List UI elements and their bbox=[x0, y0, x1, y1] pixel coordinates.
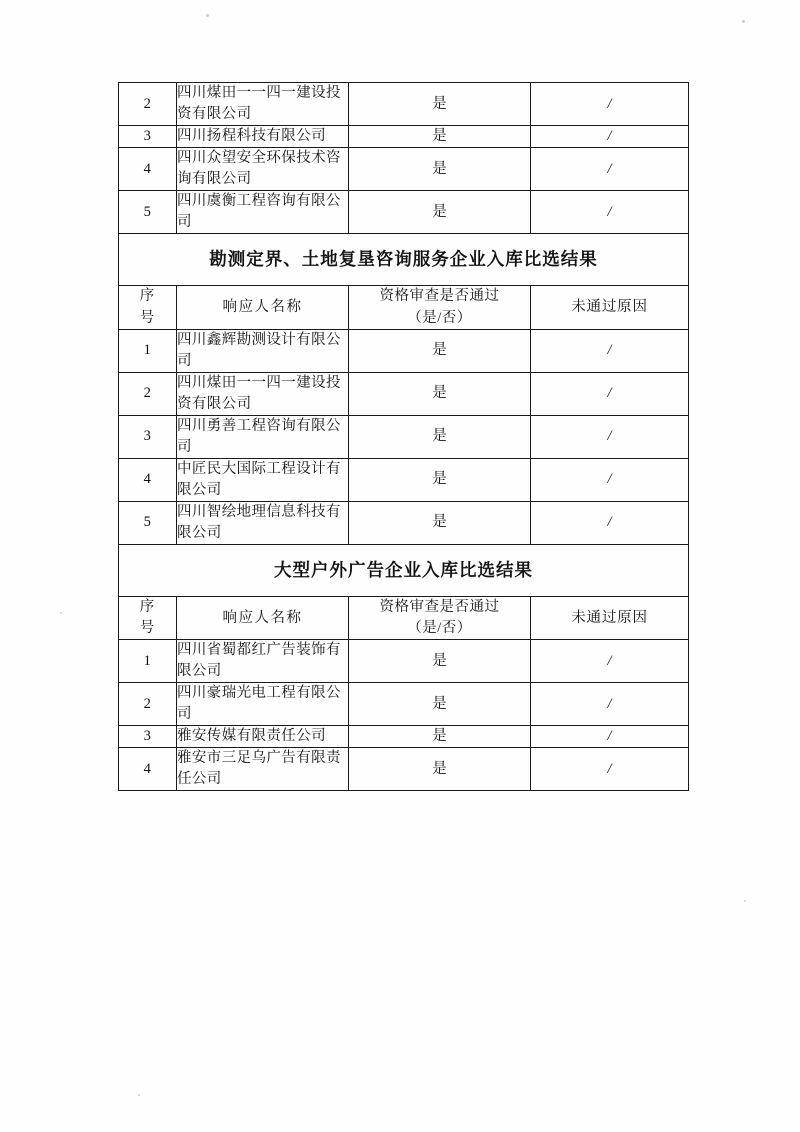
row-number: 4 bbox=[119, 748, 177, 791]
column-header-reason: 未通过原因 bbox=[531, 597, 689, 640]
column-header-reason: 未通过原因 bbox=[531, 286, 689, 329]
table-row bbox=[119, 501, 689, 544]
respondent-name: 雅安市三足乌广告有限责任公司 bbox=[177, 748, 349, 791]
failure-reason: / bbox=[531, 458, 689, 501]
scan-speck bbox=[742, 20, 745, 23]
failure-reason: / bbox=[531, 83, 689, 126]
qualification-pass: 是 bbox=[349, 83, 531, 126]
qualification-pass: 是 bbox=[349, 501, 531, 544]
respondent-name: 四川虞衡工程咨询有限公司 bbox=[177, 191, 349, 234]
qualification-pass: 是 bbox=[349, 748, 531, 791]
row-number: 2 bbox=[119, 372, 177, 415]
row-number: 1 bbox=[119, 329, 177, 372]
column-header-pass: 资格审查是否通过 （是/否） bbox=[349, 286, 531, 329]
failure-reason: / bbox=[531, 329, 689, 372]
table-row bbox=[119, 329, 689, 372]
failure-reason: / bbox=[531, 640, 689, 683]
section-title: 勘测定界、土地复垦咨询服务企业入库比选结果 bbox=[119, 234, 689, 286]
results-table bbox=[118, 82, 689, 791]
failure-reason: / bbox=[531, 748, 689, 791]
row-number: 3 bbox=[119, 126, 177, 148]
table-row bbox=[119, 372, 689, 415]
failure-reason: / bbox=[531, 372, 689, 415]
respondent-name: 四川众望安全环保技术咨询有限公司 bbox=[177, 148, 349, 191]
row-number: 4 bbox=[119, 458, 177, 501]
row-number: 2 bbox=[119, 83, 177, 126]
qualification-pass: 是 bbox=[349, 329, 531, 372]
row-number: 2 bbox=[119, 683, 177, 726]
qualification-pass: 是 bbox=[349, 640, 531, 683]
scan-speck bbox=[138, 1094, 140, 1096]
row-number: 5 bbox=[119, 191, 177, 234]
table-header-row bbox=[119, 286, 689, 329]
section-title-row bbox=[119, 234, 689, 286]
respondent-name: 四川鑫辉勘测设计有限公司 bbox=[177, 329, 349, 372]
table-row bbox=[119, 415, 689, 458]
qualification-pass: 是 bbox=[349, 458, 531, 501]
respondent-name: 四川煤田一一四一建设投资有限公司 bbox=[177, 372, 349, 415]
qualification-pass: 是 bbox=[349, 726, 531, 748]
failure-reason: / bbox=[531, 415, 689, 458]
qualification-pass: 是 bbox=[349, 126, 531, 148]
table-row bbox=[119, 726, 689, 748]
scan-speck bbox=[60, 612, 62, 614]
table-row bbox=[119, 126, 689, 148]
respondent-name: 四川煤田一一四一建设投资有限公司 bbox=[177, 83, 349, 126]
respondent-name: 四川豪瑞光电工程有限公司 bbox=[177, 683, 349, 726]
column-header-pass: 资格审查是否通过 （是/否） bbox=[349, 597, 531, 640]
row-number: 4 bbox=[119, 148, 177, 191]
respondent-name: 中匠民大国际工程设计有限公司 bbox=[177, 458, 349, 501]
qualification-pass: 是 bbox=[349, 683, 531, 726]
qualification-pass: 是 bbox=[349, 415, 531, 458]
qualification-pass: 是 bbox=[349, 148, 531, 191]
failure-reason: / bbox=[531, 501, 689, 544]
section-title: 大型户外广告企业入库比选结果 bbox=[119, 544, 689, 596]
column-header-name: 响应人名称 bbox=[177, 286, 349, 329]
column-header-name: 响应人名称 bbox=[177, 597, 349, 640]
table-row bbox=[119, 191, 689, 234]
failure-reason: / bbox=[531, 126, 689, 148]
row-number: 5 bbox=[119, 501, 177, 544]
column-header-number: 序 号 bbox=[119, 597, 177, 640]
failure-reason: / bbox=[531, 726, 689, 748]
row-number: 3 bbox=[119, 415, 177, 458]
respondent-name: 四川智绘地理信息科技有限公司 bbox=[177, 501, 349, 544]
table-row bbox=[119, 748, 689, 791]
failure-reason: / bbox=[531, 683, 689, 726]
scan-speck bbox=[744, 900, 746, 902]
table-row bbox=[119, 458, 689, 501]
respondent-name: 四川扬程科技有限公司 bbox=[177, 126, 349, 148]
respondent-name: 四川勇善工程咨询有限公司 bbox=[177, 415, 349, 458]
table-row bbox=[119, 83, 689, 126]
respondent-name: 四川省蜀都红广告装饰有限公司 bbox=[177, 640, 349, 683]
qualification-pass: 是 bbox=[349, 372, 531, 415]
row-number: 1 bbox=[119, 640, 177, 683]
section-title-row bbox=[119, 544, 689, 596]
table-header-row bbox=[119, 597, 689, 640]
respondent-name: 雅安传媒有限责任公司 bbox=[177, 726, 349, 748]
failure-reason: / bbox=[531, 148, 689, 191]
table-row bbox=[119, 148, 689, 191]
table-row bbox=[119, 640, 689, 683]
table-row bbox=[119, 683, 689, 726]
row-number: 3 bbox=[119, 726, 177, 748]
column-header-number: 序 号 bbox=[119, 286, 177, 329]
scan-speck bbox=[206, 14, 209, 17]
qualification-pass: 是 bbox=[349, 191, 531, 234]
failure-reason: / bbox=[531, 191, 689, 234]
